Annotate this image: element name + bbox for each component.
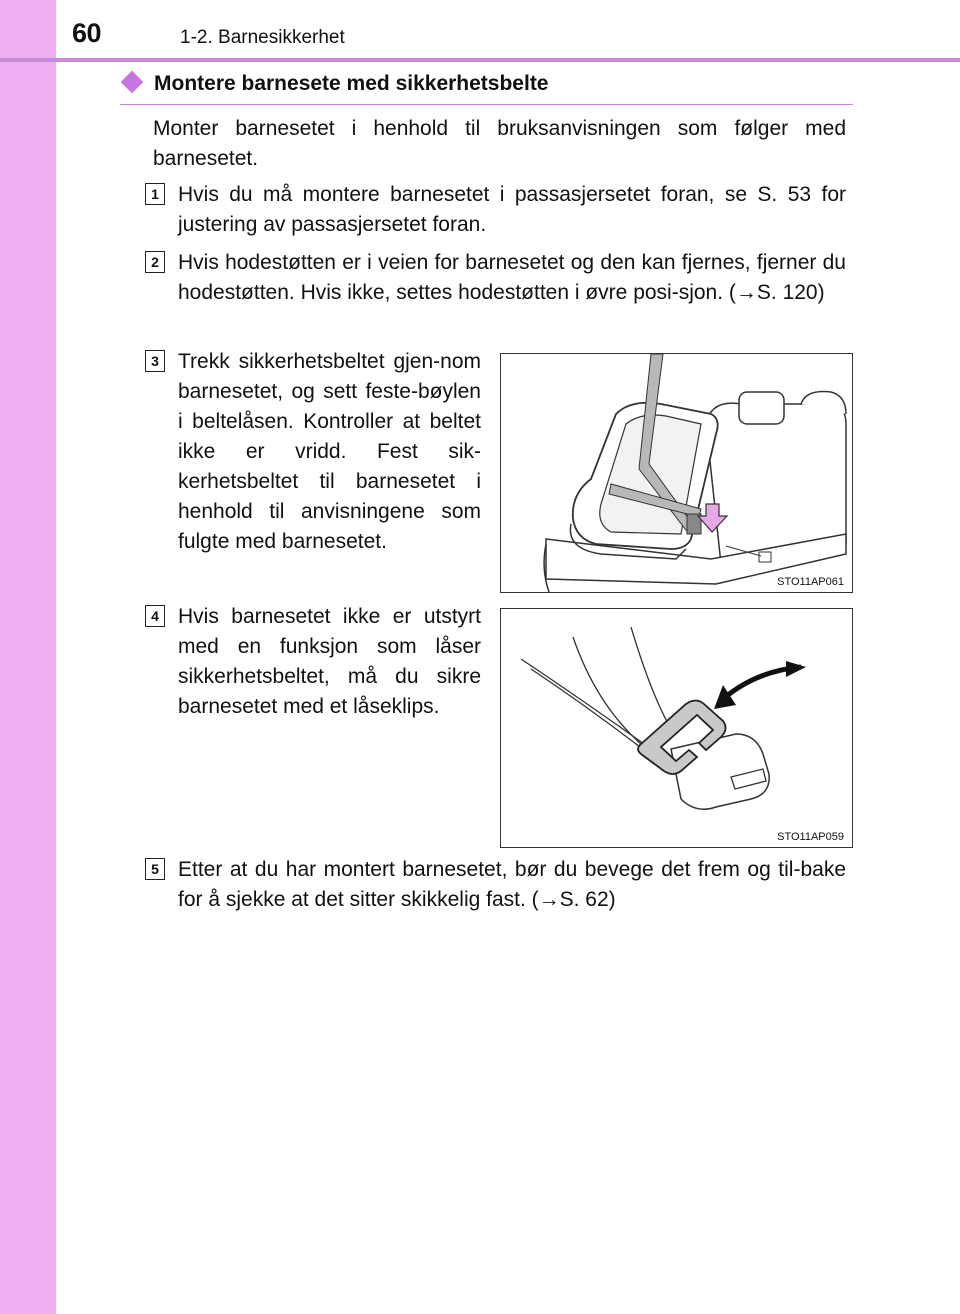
page-number: 60 bbox=[72, 18, 102, 48]
figure-code-1: STO11AP061 bbox=[777, 576, 844, 588]
figure-code-2: STO11AP059 bbox=[777, 831, 844, 843]
diamond-icon bbox=[121, 71, 144, 94]
header-divider bbox=[0, 58, 960, 62]
page-sidebar bbox=[0, 0, 56, 1314]
figure-child-seat-belt bbox=[500, 353, 853, 593]
step-text-5: Etter at du har montert barnesetet, bør du bevege det frem og til-bake for å sjekke at det sitter skikkelig fast. (→S. 62) bbox=[178, 858, 846, 911]
intro-paragraph: Monter barnesetet i henhold til bruksanvisningen som følger med barnesetet. bbox=[153, 117, 846, 170]
step-text-2: Hvis hodestøtten er i veien for barnesetet og den kan fjernes, fjerner du hodestøtten. Hvis ikke, settes hodestøtten i øvre posi-sjon. (→S. 120) bbox=[178, 251, 846, 304]
step-text-3: Trekk sikkerhetsbeltet gjen-nom barnesetet, og sett feste-bøylen i beltelåsen. Kontroller at beltet ikke er vridd. Fest sik-kerhetsbeltet til barnesetet i henhold til anvisningene som fulgte med barnesetet. bbox=[178, 350, 481, 553]
step-number-3: 3 bbox=[145, 350, 165, 372]
chapter-title: 1-2. Barnesikkerhet bbox=[180, 27, 345, 48]
page-header bbox=[0, 0, 960, 58]
step-number-5: 5 bbox=[145, 858, 165, 880]
section-heading bbox=[120, 70, 853, 105]
step-number-1: 1 bbox=[145, 183, 165, 205]
step-text-1: Hvis du må montere barnesetet i passasjersetet foran, se S. 53 for justering av passasjersetet foran. bbox=[178, 183, 846, 236]
step-number-2: 2 bbox=[145, 251, 165, 273]
step-text-4: Hvis barnesetet ikke er utstyrt med en funksjon som låser sikkerhetsbeltet, må du sikre barnesetet med et låseklips. bbox=[178, 605, 481, 718]
child-seat-illustration bbox=[501, 354, 854, 594]
locking-clip-illustration bbox=[501, 609, 854, 849]
header-tab bbox=[0, 0, 56, 58]
figure-locking-clip bbox=[500, 608, 853, 848]
section-heading-text: Montere barnesete med sikkerhetsbelte bbox=[154, 72, 549, 95]
step-number-4: 4 bbox=[145, 605, 165, 627]
